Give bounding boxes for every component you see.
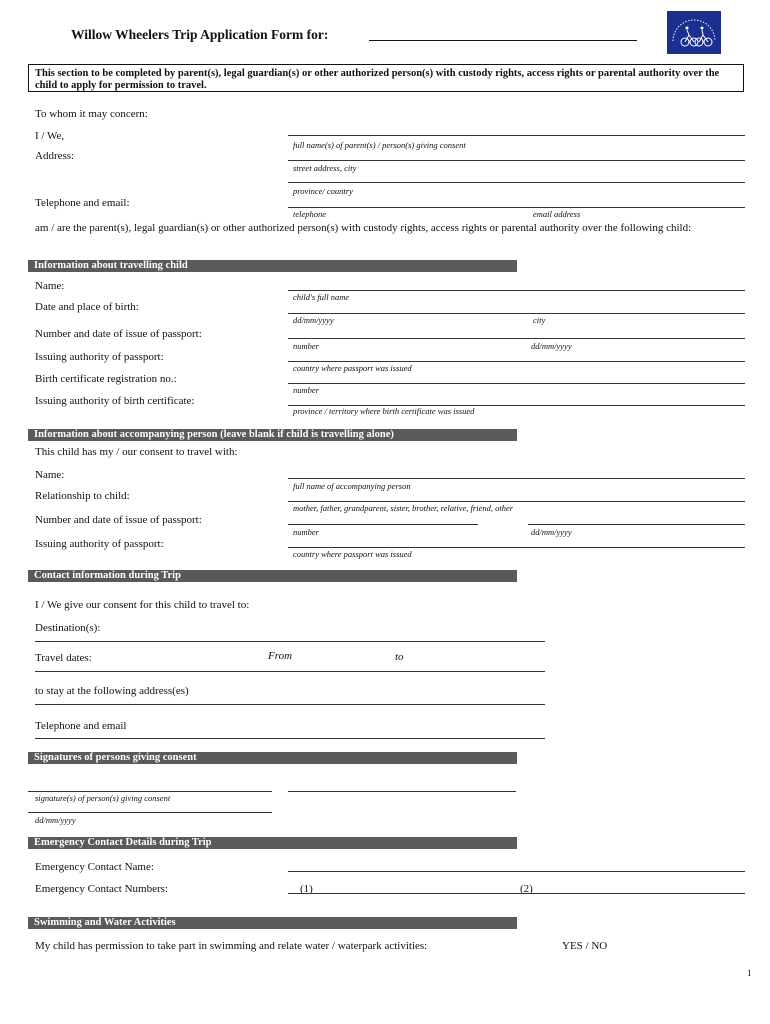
emergency-slot-1: (1) xyxy=(300,883,313,895)
signatures-hint: signature(s) of person(s) giving consent xyxy=(35,793,171,803)
child-issuing-label: Issuing authority of passport: xyxy=(35,351,164,363)
i-we-label: I / We, xyxy=(35,130,65,142)
child-section-header xyxy=(28,260,517,272)
address-label: Address: xyxy=(35,150,75,162)
child-issuing-field[interactable] xyxy=(288,361,745,362)
dob-place-field[interactable] xyxy=(288,313,745,314)
travel-dates-label: Travel dates: xyxy=(35,652,92,664)
accompanying-section-header xyxy=(28,429,517,441)
destination-field[interactable] xyxy=(35,641,545,642)
accompanying-consent-line: This child has my / our consent to travel with: xyxy=(35,446,238,458)
province-country-field[interactable] xyxy=(288,182,745,183)
emergency-name-label: Emergency Contact Name: xyxy=(35,861,154,873)
accompanying-passport-number-field[interactable] xyxy=(288,524,478,525)
parent-names-hint: full name(s) of parent(s) / person(s) giving consent xyxy=(293,140,466,150)
relationship-label: Relationship to child: xyxy=(35,490,130,502)
destination-label: Destination(s): xyxy=(35,622,101,634)
signatures-section-header xyxy=(28,752,517,764)
birth-cert-authority-label: Issuing authority of birth certificate: xyxy=(35,395,195,407)
swimming-section-header xyxy=(28,917,517,929)
street-address-field[interactable] xyxy=(288,160,745,161)
accompanying-name-label: Name: xyxy=(35,469,65,481)
relationship-field[interactable] xyxy=(288,501,745,502)
signature-field-1[interactable] xyxy=(28,791,272,792)
child-name-hint: child's full name xyxy=(293,292,350,302)
child-name-label: Name: xyxy=(35,280,65,292)
dob-label: Date and place of birth: xyxy=(35,301,139,313)
to-whom-label: To whom it may concern: xyxy=(35,108,148,120)
accompanying-passport-label: Number and date of issue of passport: xyxy=(35,514,202,526)
child-passport-number-hint: number xyxy=(293,341,319,351)
province-hint: province/ country xyxy=(293,186,353,196)
emergency-name-field[interactable] xyxy=(288,871,745,872)
emergency-section-header xyxy=(28,837,517,849)
trip-phone-email-label: Telephone and email xyxy=(35,720,127,732)
signature-date-hint: dd/mm/yyyy xyxy=(35,815,76,825)
from-label: From xyxy=(268,650,293,662)
birth-cert-label: Birth certificate registration no.: xyxy=(35,373,177,385)
city-hint: city xyxy=(533,315,546,325)
street-hint: street address, city xyxy=(293,163,357,173)
stay-address-field[interactable] xyxy=(35,704,545,705)
child-section-title: Information about travelling child xyxy=(34,260,188,271)
trip-phone-email-field[interactable] xyxy=(35,738,545,739)
birth-cert-province-hint: province / territory where birth certificate was issued xyxy=(293,406,475,416)
cyclists-icon xyxy=(667,11,721,54)
telephone-hint: telephone xyxy=(293,209,327,219)
trip-section-header xyxy=(28,570,517,582)
accompanying-section-title: Information about accompanying person (leave blank if child is travelling alone) xyxy=(34,429,394,440)
to-label: to xyxy=(395,651,404,663)
accompanying-number-hint: number xyxy=(293,527,319,537)
trip-name-field[interactable] xyxy=(369,40,637,41)
trip-section-title: Contact information during Trip xyxy=(34,570,181,581)
travel-dates-field[interactable] xyxy=(35,671,545,672)
birth-cert-number-hint: number xyxy=(293,385,319,395)
club-logo xyxy=(667,11,721,54)
page-number: 1 xyxy=(747,968,752,978)
accompanying-name-hint: full name of accompanying person xyxy=(293,481,411,491)
accompanying-issuing-label: Issuing authority of passport: xyxy=(35,538,164,550)
emergency-numbers-field[interactable] xyxy=(288,893,745,894)
signature-field-2[interactable] xyxy=(288,791,516,792)
swimming-section-title: Swimming and Water Activities xyxy=(34,917,176,928)
accompanying-country-hint: country where passport was issued xyxy=(293,549,412,559)
child-passport-date-hint: dd/mm/yyyy xyxy=(531,341,572,351)
child-name-field[interactable] xyxy=(288,290,745,291)
form-title: Willow Wheelers Trip Application Form for: xyxy=(71,27,329,42)
emergency-section-title: Emergency Contact Details during Trip xyxy=(34,837,212,848)
accompanying-issuing-field[interactable] xyxy=(288,547,745,548)
child-passport-field[interactable] xyxy=(288,338,745,339)
yes-no-choice[interactable]: YES / NO xyxy=(562,940,608,952)
trip-consent-line: I / We give our consent for this child to travel to: xyxy=(35,599,250,611)
child-passport-label: Number and date of issue of passport: xyxy=(35,328,202,340)
emergency-numbers-label: Emergency Contact Numbers: xyxy=(35,883,168,895)
intro-notice: This section to be completed by parent(s), legal guardian(s) or other authorized person(s) with custody rights, access rights or parental authority over the child to apply for permission to travel. xyxy=(35,68,720,91)
accompanying-passport-date-field[interactable] xyxy=(528,524,745,525)
accompanying-date-hint: dd/mm/yyyy xyxy=(531,527,572,537)
parent-names-field[interactable] xyxy=(288,135,745,136)
swimming-permission-text: My child has permission to take part in swimming and relate water / waterpark activities: xyxy=(35,940,428,952)
telephone-email-label: Telephone and email: xyxy=(35,197,130,209)
birth-cert-field[interactable] xyxy=(288,383,745,384)
dob-hint: dd/mm/yyyy xyxy=(293,315,334,325)
relationship-hint: mother, father, grandparent, sister, brother, relative, friend, other xyxy=(293,503,514,513)
child-country-hint: country where passport was issued xyxy=(293,363,412,373)
email-hint: email address xyxy=(533,209,581,219)
telephone-email-field[interactable] xyxy=(288,207,745,208)
emergency-slot-2: (2) xyxy=(520,883,533,895)
signature-date-field[interactable] xyxy=(28,812,272,813)
stay-address-label: to stay at the following address(es) xyxy=(35,685,189,697)
signatures-section-title: Signatures of persons giving consent xyxy=(34,752,197,763)
accompanying-name-field[interactable] xyxy=(288,478,745,479)
authority-statement: am / are the parent(s), legal guardian(s) or other authorized person(s) with custody rights, access rights or parental authority over the following child: xyxy=(35,222,692,234)
